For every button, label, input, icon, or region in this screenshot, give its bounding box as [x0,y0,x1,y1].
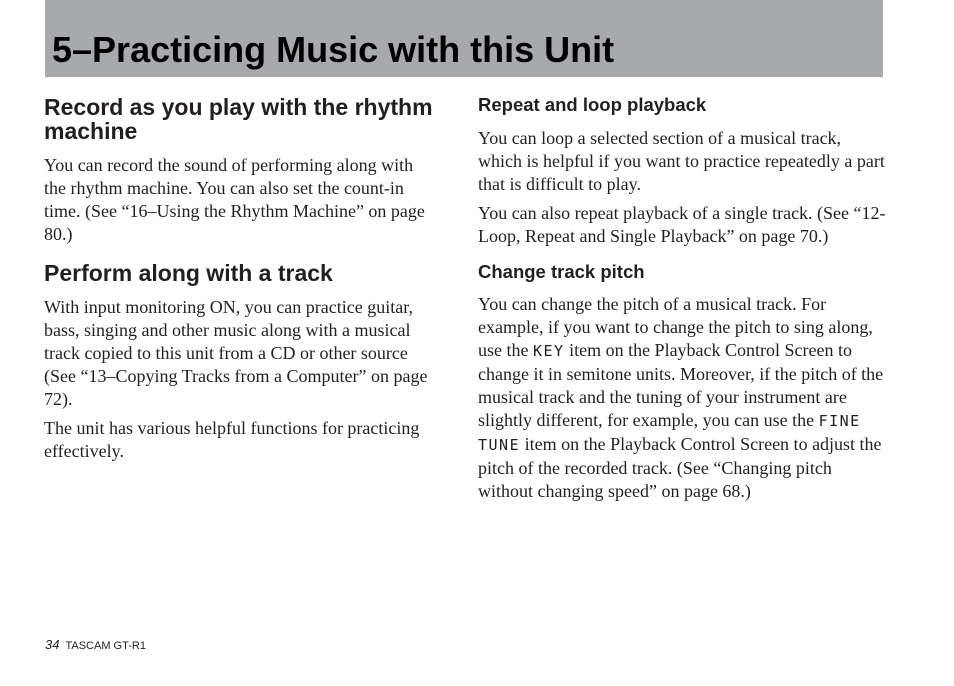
page-footer [45,637,146,652]
paragraph-record-rhythm: You can record the sound of performing along with the rhythm machine. You can also set the count-in time. (See “16–Using the Rhythm Machine” on page 80.) [44,155,425,244]
page-number: 34 [45,637,60,652]
paragraph-repeat: You can also repeat playback of a single track. (See “12-Loop, Repeat and Single Playback” on page 70.) [478,203,886,246]
paragraph-perform-along: With input monitoring ON, you can practice guitar, bass, singing and other music along with a musical track copied to this unit from a CD or other source (See “13–Copying Tracks from a Computer” on page 72). [44,297,428,409]
paragraph-helpful-functions: The unit has various helpful functions for practicing effectively. [44,418,420,461]
paragraph-change-pitch [478,293,888,503]
product-name: TASCAM GT-R1 [65,640,146,652]
left-column [44,95,434,463]
heading-repeat-loop: Repeat and loop playback [478,94,707,115]
heading-record-rhythm: Record as you play with the rhythm machine [44,94,433,144]
key-item-label: KEY [532,342,565,360]
chapter-title-bar [45,0,883,77]
heading-change-pitch: Change track pitch [478,261,645,282]
fine-tune-item-label: FINE TUNE [478,412,861,454]
paragraph-loop: You can loop a selected section of a musical track, which is helpful if you want to practice repeatedly a part that is difficult to play. [478,128,885,194]
pitch-text-part-1: You can change the pitch of a musical track. For example, if you want to change the pitch to sing along, use the [478,294,873,360]
heading-perform-along: Perform along with a track [44,260,333,286]
right-column [478,93,888,503]
chapter-title: 5–Practicing Music with this Unit [52,29,615,70]
pitch-text-part-3: item on the Playback Control Screen to adjust the pitch of the recorded track. (See “Changing pitch without changing speed” on page 68.) [478,434,882,501]
pitch-text-part-2: item on the Playback Control Screen to change it in semitone units. Moreover, if the pitch of the musical track and the tuning of your instrument are slightly different, for example, you can use the [478,340,884,430]
